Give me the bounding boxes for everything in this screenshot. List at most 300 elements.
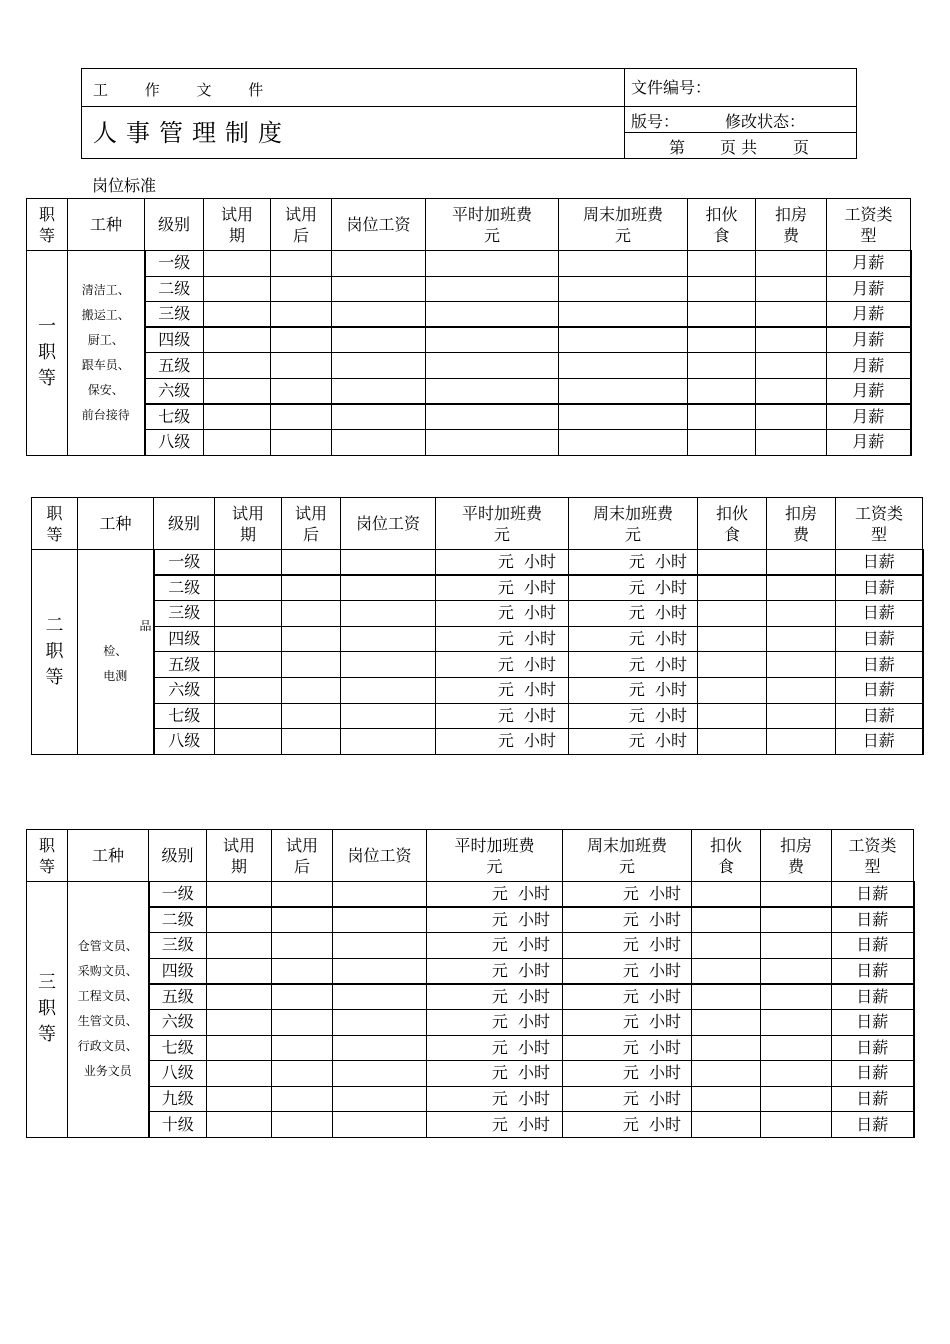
- col-header-wage-type: [827, 199, 911, 251]
- probation-cell: [204, 353, 271, 379]
- page-row: [625, 133, 856, 158]
- weekend-ot-cell: 元 小时: [569, 729, 698, 755]
- wage-type-cell: 月薪: [827, 404, 911, 430]
- job-line: 采购文员、: [77, 964, 138, 979]
- wage-type-cell: 日薪: [836, 652, 923, 678]
- grade-table-2: [31, 497, 924, 755]
- wage-type-cell: 日薪: [832, 933, 914, 959]
- after-probation-cell: [282, 703, 341, 729]
- col-header-weekday-ot: [436, 498, 569, 550]
- post-wage-cell: [341, 550, 436, 576]
- weekend-ot-cell: [559, 251, 688, 277]
- job-line: 厨工、: [87, 332, 124, 347]
- table-row: [32, 550, 923, 576]
- job-line: 搬运工、: [81, 307, 130, 322]
- page-ye-gong: 页 共: [720, 138, 758, 157]
- weekend-ot-cell: 元 小时: [563, 1086, 692, 1112]
- housing-deduct-cell: [767, 601, 836, 627]
- table-row: [32, 652, 923, 678]
- table-row: [32, 703, 923, 729]
- weekend-ot-cell: 元 小时: [569, 601, 698, 627]
- col-header-grade: [32, 498, 78, 550]
- grade-label-cell: [27, 882, 68, 1138]
- post-wage-cell: [332, 327, 426, 353]
- job-line: 仓管文员、: [77, 939, 138, 954]
- level-cell: 四级: [145, 327, 204, 353]
- probation-cell: [204, 378, 271, 404]
- grade-label-cell: [27, 251, 68, 456]
- post-wage-cell: [332, 276, 426, 302]
- housing-deduct-cell: [761, 907, 832, 933]
- weekend-ot-cell: 元 小时: [563, 958, 692, 984]
- probation-cell: [207, 882, 272, 908]
- probation-cell: [215, 652, 282, 678]
- col-header-wage-type-line: 型: [864, 856, 881, 876]
- probation-cell: [207, 1035, 272, 1061]
- post-wage-cell: [333, 958, 427, 984]
- post-wage-cell: [332, 378, 426, 404]
- col-header-probation-line: 试用: [220, 204, 253, 224]
- weekday-ot-cell: [426, 430, 559, 456]
- probation-cell: [215, 626, 282, 652]
- wage-type-cell: 日薪: [836, 729, 923, 755]
- probation-cell: [204, 430, 271, 456]
- weekend-ot-cell: 元 小时: [563, 907, 692, 933]
- post-wage-cell: [332, 353, 426, 379]
- table-row: [27, 251, 911, 277]
- probation-cell: [207, 984, 272, 1010]
- level-cell: 五级: [154, 652, 215, 678]
- col-header-meal-deduct: [698, 498, 767, 550]
- meal-deduct-cell: [688, 276, 756, 302]
- wage-type-cell: 日薪: [836, 601, 923, 627]
- level-cell: 八级: [149, 1061, 207, 1087]
- wage-type-cell: 日薪: [832, 1086, 914, 1112]
- probation-cell: [207, 907, 272, 933]
- meal-deduct-cell: [698, 601, 767, 627]
- col-header-probation-line: 试用: [222, 835, 255, 855]
- table-row: [27, 1112, 914, 1138]
- level-cell: 六级: [149, 1009, 207, 1035]
- level-cell: 五级: [145, 353, 204, 379]
- level-cell: 八级: [154, 729, 215, 755]
- meal-deduct-cell: [698, 575, 767, 601]
- meal-deduct-cell: [688, 378, 756, 404]
- meal-deduct-cell: [688, 430, 756, 456]
- col-header-wage-type-line: 工资类: [854, 503, 903, 523]
- wage-type-cell: 日薪: [832, 984, 914, 1010]
- col-header-weekday-ot-line: 元: [493, 524, 510, 544]
- probation-cell: [207, 933, 272, 959]
- housing-deduct-cell: [761, 1035, 832, 1061]
- weekend-ot-cell: [559, 276, 688, 302]
- header-row: [27, 830, 914, 882]
- level-cell: 三级: [154, 601, 215, 627]
- col-header-post-wage: 岗位工资: [341, 498, 436, 550]
- col-header-housing-deduct-line: 扣房: [774, 204, 807, 224]
- page-ye: 页: [793, 138, 810, 157]
- level-cell: 十级: [149, 1112, 207, 1138]
- col-header-grade-line: 职: [46, 503, 63, 523]
- weekday-ot-cell: [426, 404, 559, 430]
- col-header-housing-deduct-line: 费: [792, 524, 809, 544]
- grade-label-line: 三: [38, 972, 56, 994]
- post-wage-cell: [341, 677, 436, 703]
- level-cell: 七级: [145, 404, 204, 430]
- wage-type-cell: 月薪: [827, 276, 911, 302]
- post-wage-cell: [333, 882, 427, 908]
- housing-deduct-cell: [761, 958, 832, 984]
- meal-deduct-cell: [698, 652, 767, 678]
- wage-type-cell: 日薪: [832, 1112, 914, 1138]
- after-probation-cell: [282, 652, 341, 678]
- grade-label-line: 职: [45, 640, 64, 662]
- meal-deduct-cell: [692, 1061, 761, 1087]
- wage-type-cell: 日薪: [836, 575, 923, 601]
- housing-deduct-cell: [756, 353, 827, 379]
- level-cell: 三级: [145, 302, 204, 328]
- housing-deduct-cell: [756, 302, 827, 328]
- table-row: [27, 907, 914, 933]
- weekday-ot-cell: 元 小时: [427, 1086, 563, 1112]
- col-header-meal-deduct: [688, 199, 756, 251]
- col-header-grade-line: 等: [38, 856, 55, 876]
- meal-deduct-cell: [688, 404, 756, 430]
- grade-label-cell: [32, 550, 78, 755]
- probation-cell: [207, 1112, 272, 1138]
- weekday-ot-cell: 元 小时: [427, 1061, 563, 1087]
- weekend-ot-cell: 元 小时: [569, 626, 698, 652]
- probation-cell: [215, 550, 282, 576]
- document-title: 人事管理制度: [93, 119, 291, 147]
- table-row: [27, 378, 911, 404]
- table-row: [27, 327, 911, 353]
- col-header-wage-type: [836, 498, 923, 550]
- col-header-job: 工种: [78, 498, 154, 550]
- grade-label-line: 一: [38, 315, 56, 337]
- after-probation-cell: [271, 276, 332, 302]
- weekend-ot-cell: [559, 430, 688, 456]
- meal-deduct-cell: [698, 703, 767, 729]
- meal-deduct-cell: [698, 677, 767, 703]
- housing-deduct-cell: [767, 652, 836, 678]
- wage-type-cell: 日薪: [832, 1061, 914, 1087]
- after-probation-cell: [282, 601, 341, 627]
- after-probation-cell: [272, 958, 333, 984]
- col-header-meal-deduct: [692, 830, 761, 882]
- col-header-probation-line: 期: [239, 524, 256, 544]
- col-header-meal-deduct-line: 食: [717, 856, 734, 876]
- post-wage-cell: [341, 703, 436, 729]
- after-probation-cell: [282, 677, 341, 703]
- after-probation-cell: [271, 251, 332, 277]
- level-cell: 二级: [145, 276, 204, 302]
- col-header-after-probation: [282, 498, 341, 550]
- probation-cell: [204, 327, 271, 353]
- col-header-weekday-ot: [427, 830, 563, 882]
- probation-cell: [215, 601, 282, 627]
- housing-deduct-cell: [761, 1061, 832, 1087]
- weekend-ot-cell: 元 小时: [569, 677, 698, 703]
- probation-cell: [204, 302, 271, 328]
- level-cell: 七级: [154, 703, 215, 729]
- probation-cell: [215, 677, 282, 703]
- probation-cell: [207, 1009, 272, 1035]
- grade-table-3: [26, 829, 915, 1138]
- table-row: [27, 1061, 914, 1087]
- col-header-grade-line: 职: [38, 204, 55, 224]
- weekday-ot-cell: 元 小时: [427, 882, 563, 908]
- meal-deduct-cell: [692, 958, 761, 984]
- meal-deduct-cell: [688, 251, 756, 277]
- meal-deduct-cell: [688, 353, 756, 379]
- col-header-weekend-ot-line: 周末加班费: [592, 503, 673, 523]
- table-row: [27, 353, 911, 379]
- post-wage-cell: [333, 1061, 427, 1087]
- job-line: 生管文员、: [77, 1014, 138, 1029]
- weekend-ot-cell: 元 小时: [569, 703, 698, 729]
- probation-cell: [207, 1086, 272, 1112]
- meal-deduct-cell: [692, 984, 761, 1010]
- job-line: 工程文员、: [77, 989, 138, 1004]
- col-header-job: 工种: [68, 199, 145, 251]
- wage-type-cell: 月薪: [827, 378, 911, 404]
- document-kind: 工 作 文 件: [93, 81, 280, 99]
- level-cell: 一级: [145, 251, 204, 277]
- weekend-ot-cell: 元 小时: [563, 933, 692, 959]
- col-header-housing-deduct-line: 费: [782, 225, 799, 245]
- weekday-ot-cell: 元 小时: [436, 677, 569, 703]
- col-header-job: 工种: [68, 830, 149, 882]
- post-wage-cell: [332, 302, 426, 328]
- after-probation-cell: [272, 933, 333, 959]
- wage-type-cell: 月薪: [827, 327, 911, 353]
- wage-type-cell: 月薪: [827, 251, 911, 277]
- col-header-weekend-ot-line: 元: [618, 856, 635, 876]
- post-wage-cell: [333, 1086, 427, 1112]
- col-header-after-probation: [272, 830, 333, 882]
- col-header-after-probation-line: 试用: [284, 204, 317, 224]
- after-probation-cell: [272, 1112, 333, 1138]
- page-di: 第: [669, 138, 686, 157]
- version-label: 版号：: [631, 112, 680, 131]
- col-header-weekday-ot-line: 平时加班费: [461, 503, 542, 523]
- post-wage-cell: [341, 626, 436, 652]
- col-header-weekend-ot-line: 周末加班费: [582, 204, 663, 224]
- meal-deduct-cell: [692, 907, 761, 933]
- weekend-ot-cell: 元 小时: [563, 984, 692, 1010]
- wage-type-cell: 日薪: [832, 1009, 914, 1035]
- post-wage-cell: [333, 984, 427, 1010]
- weekend-ot-cell: 元 小时: [563, 1009, 692, 1035]
- col-header-wage-type-line: 型: [870, 524, 887, 544]
- wage-type-cell: 日薪: [836, 677, 923, 703]
- table-row: [27, 404, 911, 430]
- col-header-housing-deduct: [767, 498, 836, 550]
- table-row: [27, 430, 911, 456]
- weekday-ot-cell: 元 小时: [427, 1035, 563, 1061]
- housing-deduct-cell: [761, 1009, 832, 1035]
- weekend-ot-cell: 元 小时: [569, 575, 698, 601]
- table-row: [27, 984, 914, 1010]
- grade-label-line: 二: [45, 614, 64, 636]
- weekday-ot-cell: 元 小时: [427, 984, 563, 1010]
- grade-label-line: 职: [38, 341, 56, 363]
- after-probation-cell: [282, 729, 341, 755]
- col-header-probation-line: 期: [228, 225, 245, 245]
- weekday-ot-cell: 元 小时: [436, 626, 569, 652]
- housing-deduct-cell: [767, 626, 836, 652]
- table-row: [27, 958, 914, 984]
- probation-cell: [204, 276, 271, 302]
- probation-cell: [204, 251, 271, 277]
- doc-number-row: [625, 69, 856, 107]
- col-header-level: 级别: [149, 830, 207, 882]
- table-row: [32, 677, 923, 703]
- col-header-grade-line: 等: [46, 524, 63, 544]
- wage-type-cell: 日薪: [836, 550, 923, 576]
- col-header-meal-deduct-line: 食: [713, 225, 730, 245]
- job-line: 保安、: [87, 382, 124, 397]
- wage-type-cell: 日薪: [836, 703, 923, 729]
- after-probation-cell: [272, 907, 333, 933]
- col-header-meal-deduct-line: 食: [723, 524, 740, 544]
- level-cell: 六级: [154, 677, 215, 703]
- col-header-housing-deduct: [761, 830, 832, 882]
- post-wage-cell: [332, 404, 426, 430]
- header-left: [82, 69, 625, 158]
- grade-label-line: 等: [38, 1024, 56, 1046]
- col-header-after-probation-line: 后: [293, 856, 310, 876]
- table-row: [27, 302, 911, 328]
- grade-label-line: 职: [38, 998, 56, 1020]
- table-row: [27, 1086, 914, 1112]
- housing-deduct-cell: [756, 276, 827, 302]
- col-header-meal-deduct-line: 扣伙: [705, 204, 738, 224]
- probation-cell: [215, 703, 282, 729]
- after-probation-cell: [272, 882, 333, 908]
- wage-type-cell: 日薪: [836, 626, 923, 652]
- probation-cell: [215, 729, 282, 755]
- housing-deduct-cell: [767, 703, 836, 729]
- table-row: [27, 1035, 914, 1061]
- level-cell: 五级: [149, 984, 207, 1010]
- job-line: 检、: [103, 644, 128, 659]
- weekday-ot-cell: [426, 302, 559, 328]
- col-header-level: 级别: [145, 199, 204, 251]
- meal-deduct-cell: [698, 626, 767, 652]
- col-header-grade-line: 等: [38, 225, 55, 245]
- col-header-wage-type: [832, 830, 914, 882]
- weekday-ot-cell: [426, 276, 559, 302]
- housing-deduct-cell: [761, 1086, 832, 1112]
- after-probation-cell: [282, 626, 341, 652]
- meal-deduct-cell: [698, 729, 767, 755]
- after-probation-cell: [271, 378, 332, 404]
- weekend-ot-cell: [559, 302, 688, 328]
- post-wage-cell: [341, 601, 436, 627]
- col-header-weekend-ot: [559, 199, 688, 251]
- table-row: [32, 626, 923, 652]
- level-cell: 二级: [149, 907, 207, 933]
- table-row: [27, 933, 914, 959]
- col-header-weekday-ot: [426, 199, 559, 251]
- wage-type-cell: 日薪: [832, 1035, 914, 1061]
- housing-deduct-cell: [756, 378, 827, 404]
- housing-deduct-cell: [756, 404, 827, 430]
- weekend-ot-cell: 元 小时: [563, 882, 692, 908]
- weekend-ot-cell: [559, 404, 688, 430]
- col-header-probation-line: 试用: [231, 503, 264, 523]
- probation-cell: [207, 958, 272, 984]
- table-row: [32, 729, 923, 755]
- housing-deduct-cell: [761, 933, 832, 959]
- col-header-weekday-ot-line: 平时加班费: [451, 204, 532, 224]
- header-kind-row: [82, 69, 624, 107]
- table-row: [27, 276, 911, 302]
- header-row: [32, 498, 923, 550]
- meal-deduct-cell: [692, 1035, 761, 1061]
- table-row: [32, 601, 923, 627]
- after-probation-cell: [271, 353, 332, 379]
- job-line: 品: [139, 619, 152, 634]
- housing-deduct-cell: [756, 430, 827, 456]
- weekend-ot-cell: 元 小时: [563, 1035, 692, 1061]
- post-wage-cell: [333, 907, 427, 933]
- grade-label-line: 等: [45, 666, 64, 688]
- col-header-housing-deduct-line: 费: [787, 856, 804, 876]
- housing-deduct-cell: [761, 984, 832, 1010]
- after-probation-cell: [282, 550, 341, 576]
- col-header-level: 级别: [154, 498, 215, 550]
- level-cell: 四级: [154, 626, 215, 652]
- post-wage-cell: [333, 933, 427, 959]
- housing-deduct-cell: [767, 550, 836, 576]
- job-line: 前台接待: [81, 407, 130, 422]
- job-list-cell: [78, 550, 154, 755]
- job-line: 行政文员、: [77, 1039, 138, 1054]
- post-wage-cell: [341, 575, 436, 601]
- section-title: 岗位标准: [92, 176, 157, 195]
- col-header-weekend-ot: [563, 830, 692, 882]
- weekend-ot-cell: 元 小时: [563, 1112, 692, 1138]
- level-cell: 二级: [154, 575, 215, 601]
- revision-label: 修改状态：: [725, 112, 806, 131]
- after-probation-cell: [271, 430, 332, 456]
- weekday-ot-cell: 元 小时: [427, 907, 563, 933]
- after-probation-cell: [282, 575, 341, 601]
- col-header-wage-type-line: 型: [860, 225, 877, 245]
- col-header-meal-deduct-line: 扣伙: [709, 835, 742, 855]
- col-header-weekday-ot-line: 元: [483, 225, 500, 245]
- probation-cell: [207, 1061, 272, 1087]
- wage-type-cell: 月薪: [827, 302, 911, 328]
- weekday-ot-cell: 元 小时: [427, 1112, 563, 1138]
- after-probation-cell: [272, 1035, 333, 1061]
- after-probation-cell: [272, 1086, 333, 1112]
- post-wage-cell: [332, 430, 426, 456]
- housing-deduct-cell: [756, 327, 827, 353]
- col-header-post-wage: 岗位工资: [332, 199, 426, 251]
- col-header-weekend-ot-line: 元: [624, 524, 641, 544]
- col-header-after-probation-line: 试用: [285, 835, 318, 855]
- weekend-ot-cell: 元 小时: [569, 652, 698, 678]
- job-list-cell: [68, 882, 149, 1138]
- weekday-ot-cell: 元 小时: [427, 1009, 563, 1035]
- weekday-ot-cell: [426, 327, 559, 353]
- housing-deduct-cell: [767, 729, 836, 755]
- col-header-wage-type-line: 工资类: [848, 835, 897, 855]
